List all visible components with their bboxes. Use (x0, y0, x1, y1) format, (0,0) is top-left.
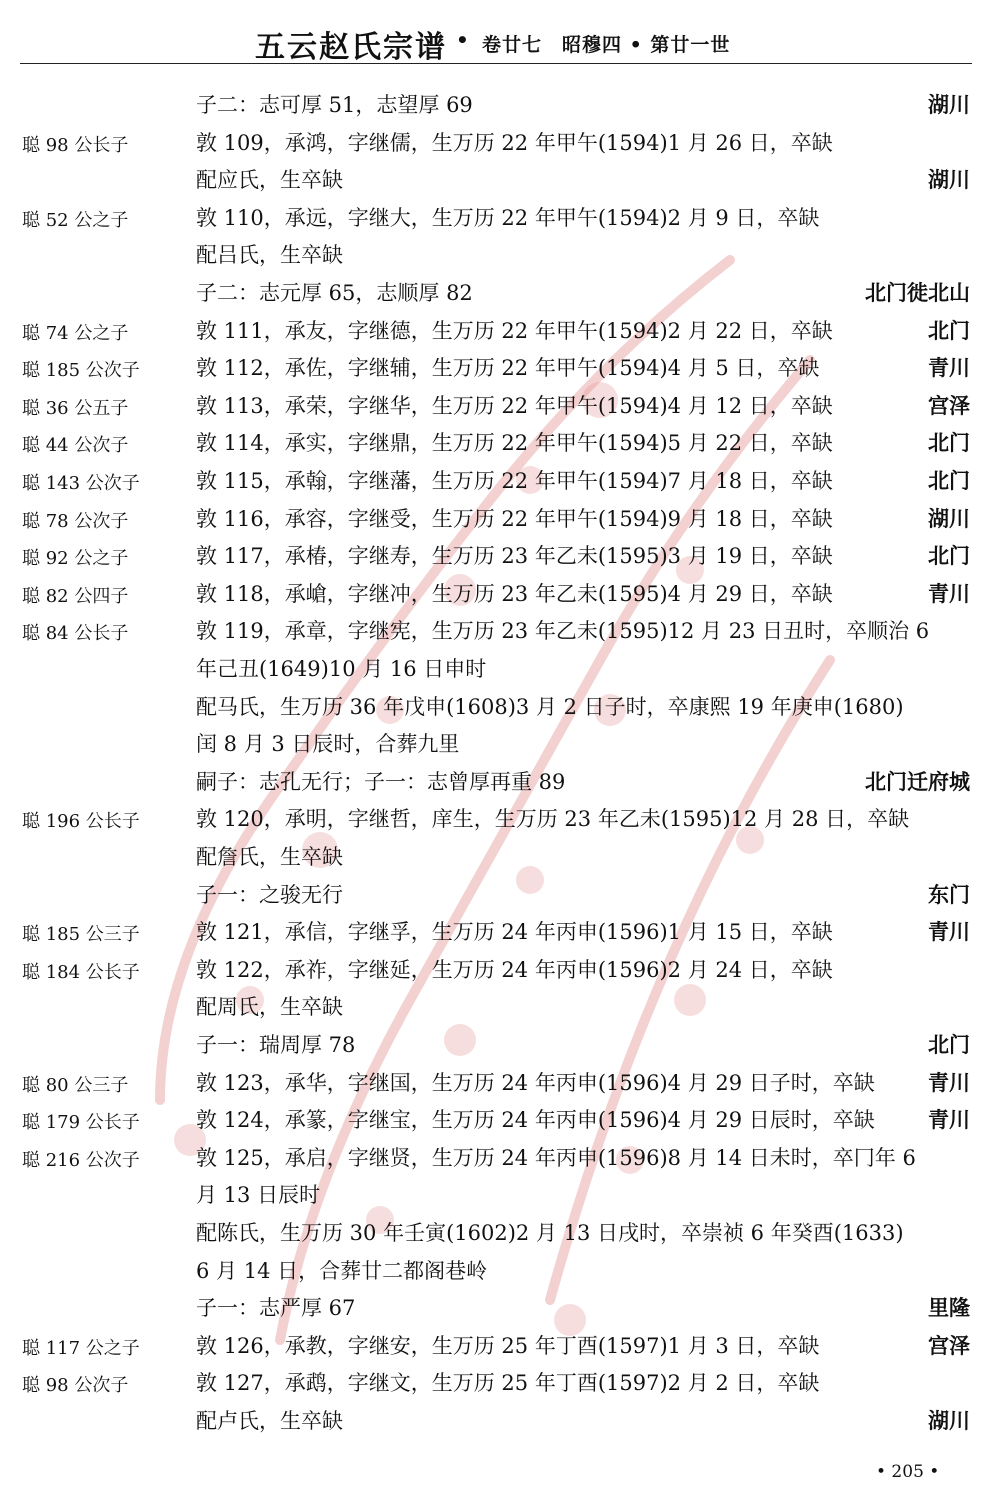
residence-location: 东门 (928, 882, 970, 907)
parent-relation: 聪 98 公长子 (22, 134, 129, 156)
parent-relation: 聪 80 公三子 (22, 1074, 129, 1096)
entry-text: 子一：之骏无行 (196, 882, 343, 907)
entry-line (0, 124, 992, 162)
entry-text: 年己丑(1649)10 月 16 日申时 (196, 657, 487, 681)
entry-text: 子二：志元厚 65，志顺厚 82 (196, 281, 473, 305)
residence-location: 北门 (928, 431, 970, 456)
entry-text: 敦 125，承启，字继贤，生万历 24 年丙申(1596)8 月 14 日未时，卒冂年 6 (196, 1145, 916, 1170)
entry-line (0, 274, 992, 312)
entry-line (0, 1101, 992, 1139)
parent-relation: 聪 98 公次子 (22, 1375, 129, 1397)
entry-line (0, 1214, 992, 1252)
entry-line (0, 1289, 992, 1327)
entry-text: 月 13 日辰时 (196, 1183, 321, 1208)
parent-relation: 聪 82 公四子 (22, 585, 129, 607)
entry-line (0, 1252, 992, 1290)
parent-relation: 聪 84 公长子 (22, 623, 129, 645)
entry-text: 子一：志严厚 67 (196, 1296, 356, 1321)
entry-text: 配周氏，生卒缺 (196, 995, 343, 1020)
residence-location: 湖川 (928, 1409, 970, 1433)
entry-text: 6 月 14 日，合葬廿二都阁巷岭 (196, 1258, 488, 1283)
parent-relation: 聪 44 公次子 (22, 435, 129, 457)
entry-line (0, 236, 992, 274)
entry-line (0, 1139, 992, 1177)
entry-line (0, 838, 992, 876)
entry-line (0, 1364, 992, 1402)
entry-text: 敦 115，承翰，字继藩，生万历 22 年甲午(1594)7 月 18 日，卒缺 (196, 469, 833, 493)
entry-text: 敦 126，承教，字继安，生万历 25 年丁酉(1597)1 月 3 日，卒缺 (196, 1333, 820, 1358)
header-rule (20, 63, 972, 64)
parent-relation: 聪 36 公五子 (22, 397, 129, 419)
entry-line (0, 86, 992, 124)
entry-text: 配应氏，生卒缺 (196, 168, 343, 193)
residence-location: 青川 (928, 1070, 970, 1095)
entry-text: 嗣子：志孔无行；子一：志曾厚再重 89 (196, 769, 566, 794)
entry-text: 配陈氏，生万历 30 年壬寅(1602)2 月 13 日戌时，卒崇祯 6 年癸酉(1633) (196, 1221, 904, 1245)
parent-relation: 聪 185 公次子 (22, 360, 140, 382)
entry-line (0, 951, 992, 989)
residence-location: 里隆 (928, 1296, 970, 1321)
parent-relation: 聪 143 公次子 (22, 473, 140, 494)
parent-relation: 聪 78 公次子 (22, 510, 129, 532)
entry-text: 敦 127，承鹉，字继文，生万历 25 年丁酉(1597)2 月 2 日，卒缺 (196, 1371, 820, 1396)
entry-text: 敦 121，承信，字继孚，生万历 24 年丙申(1596)1 月 15 日，卒缺 (196, 920, 833, 945)
entry-line (0, 1402, 992, 1440)
residence-location: 青川 (928, 920, 970, 945)
entry-text: 子一：瑞周厚 78 (196, 1033, 356, 1057)
parent-relation: 聪 74 公之子 (22, 322, 129, 344)
entry-text: 敦 116，承容，字继受，生万历 22 年甲午(1594)9 月 18 日，卒缺 (196, 506, 833, 531)
entry-line (0, 161, 992, 199)
entry-text: 敦 123，承华，字继国，生万历 24 年丙申(1596)4 月 29 日子时，卒缺 (196, 1070, 875, 1095)
entry-line (0, 537, 992, 575)
entry-line (0, 725, 992, 763)
residence-location: 青川 (928, 1108, 970, 1133)
entry-line (0, 1026, 992, 1064)
entry-text: 敦 109，承鸿，字继儒，生万历 22 年甲午(1594)1 月 26 日，卒缺 (196, 130, 833, 155)
entry-text: 敦 117，承椿，字继寿，生万历 23 年乙未(1595)3 月 19 日，卒缺 (196, 544, 833, 569)
residence-location: 北门 (928, 318, 970, 343)
entry-line (0, 988, 992, 1026)
entry-line (0, 1064, 992, 1102)
parent-relation: 聪 184 公长子 (22, 961, 140, 983)
entry-line (0, 688, 992, 726)
parent-relation: 聪 52 公之子 (22, 209, 129, 231)
entry-line (0, 612, 992, 650)
page-header (0, 18, 992, 65)
entry-line (0, 1176, 992, 1214)
parent-relation: 聪 196 公长子 (22, 811, 140, 833)
entry-text: 敦 113，承荣，字继华，生万历 22 年甲午(1594)4 月 12 日，卒缺 (196, 393, 833, 418)
entry-text: 敦 110，承远，字继大，生万历 22 年甲午(1594)2 月 9 日，卒缺 (196, 205, 820, 230)
entry-text: 敦 118，承嵢，字继冲，生万历 23 年乙未(1595)4 月 29 日，卒缺 (196, 581, 833, 606)
entry-line (0, 349, 992, 387)
residence-location: 青川 (928, 356, 970, 381)
entry-text: 配马氏，生万历 36 年戊申(1608)3 月 2 日子时，卒康熙 19 年庚申(1680) (196, 694, 904, 719)
residence-location: 北门徙北山 (865, 281, 970, 305)
entry-text: 配吕氏，生卒缺 (196, 243, 343, 268)
entry-text: 闰 8 月 3 日辰时，合葬九里 (196, 732, 460, 757)
entry-line (0, 312, 992, 350)
entry-line (0, 650, 992, 688)
entry-text: 敦 114，承实，字继鼎，生万历 22 年甲午(1594)5 月 22 日，卒缺 (196, 431, 833, 456)
residence-location: 北门 (928, 544, 970, 569)
residence-location: 宫泽 (928, 393, 970, 418)
entry-line (0, 500, 992, 538)
residence-location: 湖川 (928, 93, 970, 117)
residence-location: 湖川 (928, 506, 970, 531)
parent-relation: 聪 117 公之子 (22, 1337, 140, 1359)
entry-text: 敦 122，承祚，字继延，生万历 24 年丙申(1596)2 月 24 日，卒缺 (196, 957, 833, 982)
entry-line (0, 462, 992, 500)
residence-location: 北门 (928, 1033, 970, 1057)
residence-location: 宫泽 (928, 1333, 970, 1358)
parent-relation: 聪 92 公之子 (22, 548, 129, 570)
parent-relation: 聪 216 公次子 (22, 1149, 140, 1171)
residence-location: 北门 (928, 469, 970, 493)
entry-line (0, 575, 992, 613)
entry-text: 敦 111，承友，字继德，生万历 22 年甲午(1594)2 月 22 日，卒缺 (196, 318, 833, 343)
volume-subtitle: 卷廿七 昭穆四 • 第廿一世 (482, 34, 731, 56)
entry-line (0, 1327, 992, 1365)
entry-line (0, 424, 992, 462)
entry-line (0, 387, 992, 425)
entry-line (0, 763, 992, 801)
residence-location: 北门迁府城 (865, 769, 970, 794)
entry-text: 子二：志可厚 51，志望厚 69 (196, 93, 473, 117)
residence-location: 湖川 (928, 168, 970, 193)
book-title: 五云赵氏宗谱 (255, 30, 447, 65)
page-number: • 205 • (876, 1462, 940, 1482)
entry-text: 敦 112，承佐，字继辅，生万历 22 年甲午(1594)4 月 5 日，卒缺 (196, 356, 820, 381)
entry-text: 敦 119，承章，字继宪，生万历 23 年乙未(1595)12 月 23 日丑时，卒顺治 6 (196, 619, 930, 644)
entry-line (0, 800, 992, 838)
entry-line (0, 876, 992, 914)
residence-location: 青川 (928, 581, 970, 606)
entry-line (0, 913, 992, 951)
entry-text: 配卢氏，生卒缺 (196, 1409, 343, 1433)
parent-relation: 聪 185 公三子 (22, 924, 140, 946)
parent-relation: 聪 179 公长子 (22, 1112, 140, 1134)
entry-text: 敦 120，承明，字继哲，庠生，生万历 23 年乙未(1595)12 月 28 日，卒缺 (196, 807, 910, 832)
entry-text: 敦 124，承篆，字继宝，生万历 24 年丙申(1596)4 月 29 日辰时，卒缺 (196, 1108, 875, 1133)
entry-line (0, 199, 992, 237)
entry-text: 配詹氏，生卒缺 (196, 845, 343, 869)
title-separator: • (456, 28, 469, 52)
